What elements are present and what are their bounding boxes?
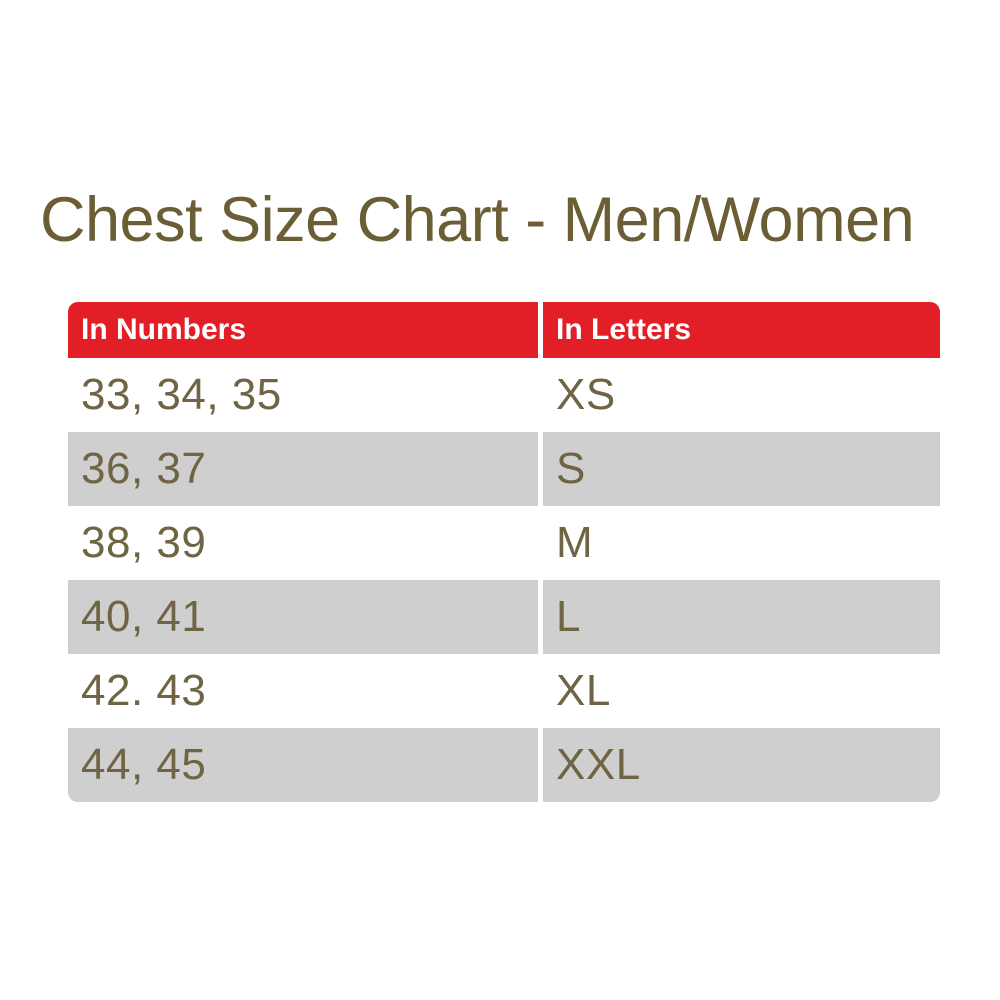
- numbers-cell: 36, 37: [68, 432, 538, 506]
- table-row: [68, 580, 940, 654]
- numbers-cell: 33, 34, 35: [81, 370, 282, 419]
- header-cell-in-numbers: In Numbers: [68, 302, 538, 358]
- table-row: [68, 654, 940, 728]
- table-row: [68, 506, 940, 580]
- numbers-cell: 44, 45: [68, 728, 538, 802]
- header-cell-in-letters: In Letters: [543, 302, 940, 358]
- letters-cell: L: [543, 580, 940, 654]
- table-row: [68, 432, 940, 506]
- letters-cell: XXL: [543, 728, 940, 802]
- letters-cell: XS: [556, 370, 616, 419]
- letters-cell: M: [556, 518, 594, 567]
- table-row: [68, 358, 940, 432]
- numbers-cell: 42. 43: [81, 666, 207, 715]
- page-title: Chest Size Chart - Men/Women: [40, 185, 915, 255]
- size-chart-table: [68, 302, 940, 802]
- letters-cell: XL: [556, 666, 611, 715]
- table-row: [68, 728, 940, 802]
- table-header-row: [68, 302, 940, 358]
- numbers-cell: 38, 39: [81, 518, 207, 567]
- numbers-cell: 40, 41: [68, 580, 538, 654]
- letters-cell: S: [543, 432, 940, 506]
